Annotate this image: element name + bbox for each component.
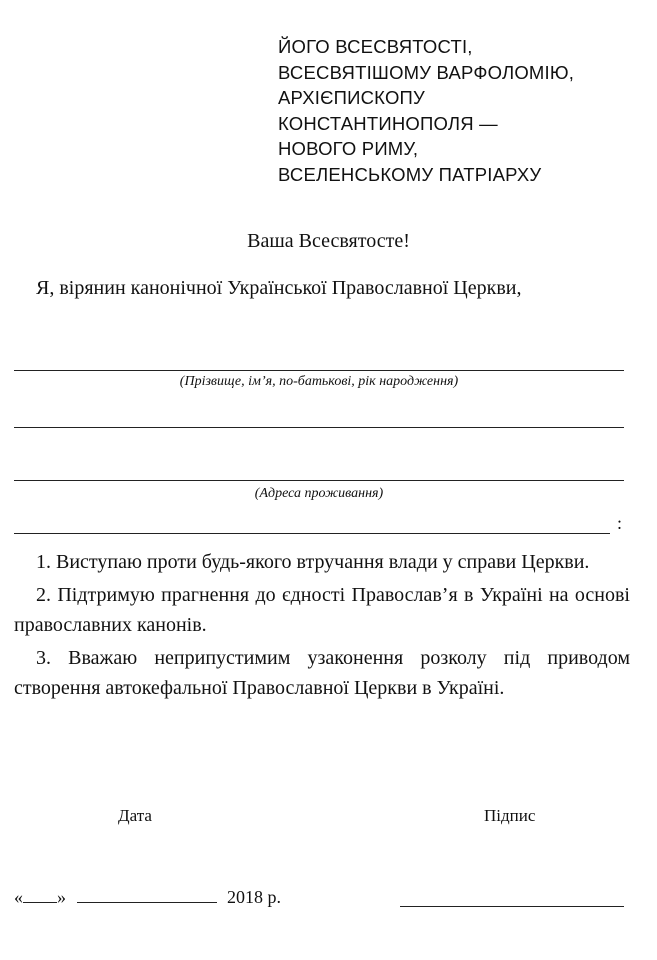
intro-text: Я, вірянин канонічної Української Православної Церкви, [36,277,522,299]
colon: : [617,513,623,533]
address-field-line-1[interactable] [14,427,624,428]
date-label: Дата [118,806,152,825]
address-field-line-3[interactable] [14,533,610,534]
statement-point: 3. Вважаю неприпустимим узаконення розколу під приводом створення автокефальної Православної Церкви в Україні. [14,647,630,699]
name-field-line[interactable] [14,370,624,371]
date-row [14,885,281,909]
statement-point: 1. Виступаю проти будь-якого втручання влади у справи Церкви. [36,551,590,573]
addressee-line: ВСЕСВЯТІШОМУ ВАРФОЛОМІЮ, [278,61,575,83]
open-quote: « [14,887,23,907]
addressee-line: НОВОГО РИМУ, [278,138,419,159]
statement-point: 2. Підтримую прагнення до єдності Православ’я в Україні на основі православних канонів. [14,584,630,636]
addressee-line: АРХІЄПИСКОПУ [278,87,425,108]
signature-label: Підпис [484,806,536,825]
month-blank[interactable] [77,886,217,903]
address-field-caption: (Адреса проживання) [254,486,384,501]
name-field-caption: (Прізвище, ім’я, по-батькові, рік народження) [179,374,459,389]
addressee-line: ВСЕЛЕНСЬКОМУ ПАТРІАРХУ [278,163,542,185]
statement-points [14,547,630,706]
close-quote: » [57,887,66,907]
addressee-block [278,34,574,187]
signature-line[interactable] [400,906,624,907]
addressee-line: ЙОГО ВСЕСВЯТОСТІ, [278,36,473,57]
addressee-line: КОНСТАНТИНОПОЛЯ — [278,112,498,134]
greeting: Ваша Всесвятосте! [247,230,410,252]
year-text: 2018 р. [227,887,281,907]
address-field-line-2[interactable] [14,480,624,481]
day-blank[interactable] [23,886,57,903]
